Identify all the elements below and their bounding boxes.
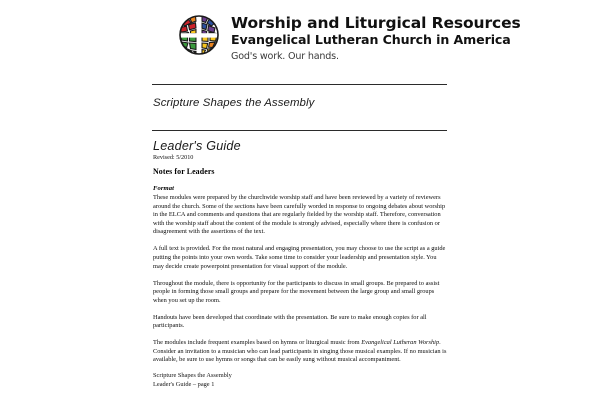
paragraph-4: Handouts have been developed that coordinate with the presentation. Be sure to make enough copies for all participants. — [153, 313, 427, 330]
horizontal-rule-middle — [152, 130, 447, 131]
paragraph-3: Throughout the module, there is opportunity for the participants to discuss in small groups. Be prepared to assist people in forming those small groups and prepare for the movement between the large group and small groups when you set up the room. — [153, 279, 440, 304]
horizontal-rule-top — [152, 84, 447, 85]
org-tagline: God's work. Our hands. — [231, 51, 339, 62]
page-footer — [153, 372, 232, 389]
revised-date: Revised: 5/2010 — [153, 154, 194, 161]
org-subtitle: Evangelical Lutheran Church in America — [231, 32, 511, 47]
paragraph-5 — [153, 339, 449, 365]
guide-title: Leader's Guide — [153, 139, 241, 153]
footer-line-2: Leader's Guide – page 1 — [153, 380, 215, 388]
paragraph-5-text-after: . Consider an invitation to a musician who can lead participants in singing those musical examples. If no musician is available, be sure to use hymns or songs that can be easily sung without musical accompaniment. — [153, 339, 447, 364]
hymnal-title-citation: Evangelical Lutheran Worship — [361, 339, 440, 347]
paragraph-1: These modules were prepared by the churchwide worship staff and have been reviewed by a variety of reviewers around the church. Some of the sections have been carefully worded in response to ongoing debates about worship in the ELCA and comments and questions that are regularly fielded by the worship staff. Therefore, conversation with the worship staff about the content of the module is strongly advised, especially where there is confusion or disagreement with the assertions of the text. — [153, 194, 446, 236]
notes-heading: Notes for Leaders — [153, 167, 215, 176]
masthead-text — [231, 13, 521, 64]
org-title: Worship and Liturgical Resources — [231, 14, 521, 32]
elca-cross-globe-logo-icon — [178, 14, 220, 56]
document-body — [153, 167, 449, 365]
masthead — [178, 13, 521, 64]
footer-line-1: Scripture Shapes the Assembly — [153, 372, 232, 379]
series-title: Scripture Shapes the Assembly — [153, 97, 315, 109]
format-heading: Format — [153, 185, 175, 192]
paragraph-2: A full text is provided. For the most natural and engaging presentation, you may choose to use the script as a guide putting the points into your own words. Take some time to consider your leadership and presentation style. You may decide create powerpoint presentation for visual support of the module. — [153, 245, 446, 270]
paragraph-5-text-before: The modules include frequent examples based on hymns or liturgical music from — [153, 339, 362, 347]
